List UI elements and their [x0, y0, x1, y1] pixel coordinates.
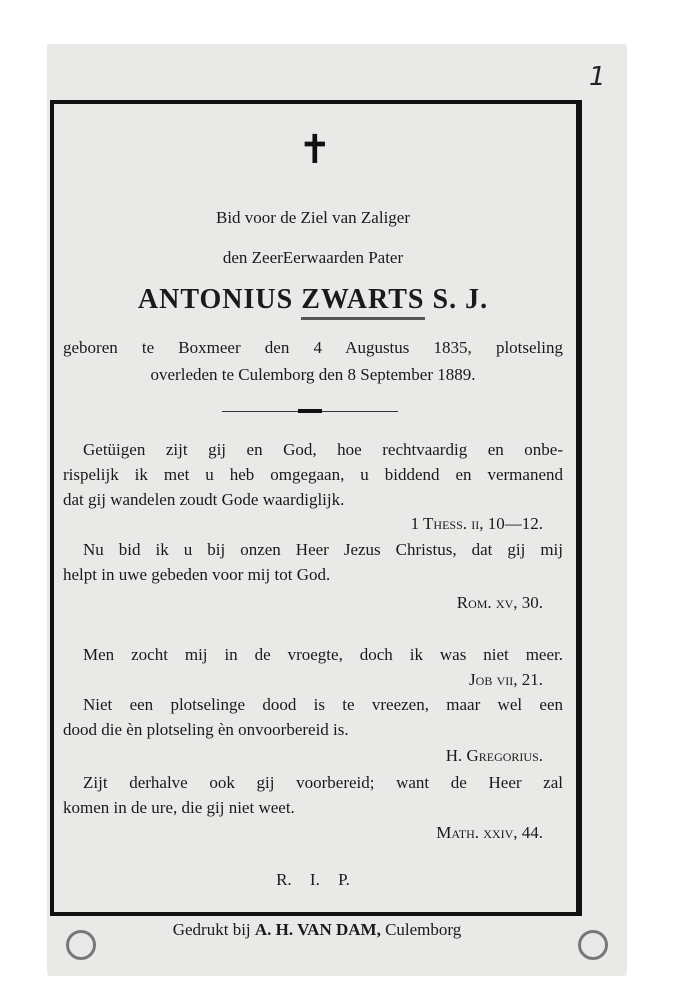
quote-reference: Job vii, 21. [469, 670, 543, 689]
header-line-1: Bid voor de Ziel van Zaliger [215, 208, 411, 227]
printer-footer [50, 920, 584, 940]
quote-line: helpt in uwe gebeden voor mij tot God. [63, 565, 331, 584]
footer-place: Culemborg [385, 920, 462, 939]
header-line-2: den ZeerEerwaarden Pater [222, 248, 404, 267]
footer-prefix: Gedrukt bij [172, 920, 251, 939]
quote-line: dood die èn plotseling èn onvoorbereid is. [63, 720, 349, 739]
quote-line: komen in de ure, die gij niet weet. [63, 798, 295, 817]
quote-reference: Rom. xv, 30. [456, 593, 543, 612]
name-first: ANTONIUS [137, 284, 294, 315]
name-last: ZWARTS [301, 284, 424, 320]
handwritten-number: 1 [589, 62, 606, 92]
name-suffix: S. J. [432, 284, 489, 315]
rip-closing: R. I. P. [276, 870, 350, 889]
quote-line: Zijt derhalve ook gij voorbereid; want de Heer zal [83, 773, 563, 792]
quote-line: Men zocht mij in de vroegte, doch ik was niet meer. [83, 645, 563, 664]
quote-line: Nu bid ik u bij onzen Heer Jezus Christus, dat gij mij [83, 540, 563, 559]
cross-icon: ✝ [298, 127, 332, 173]
quote-reference: H. Gregorius. [445, 746, 543, 765]
quote-line: dat gij wandelen zoudt Gode waardiglijk. [63, 490, 345, 509]
quote-line: Niet een plotselinge dood is te vreezen, maar wel een [83, 695, 563, 714]
birth-line-1: geboren te Boxmeer den 4 Augustus 1835, plotseling [63, 338, 563, 357]
ornamental-divider [222, 411, 398, 412]
footer-printer: A. H. VAN DAM, [254, 920, 381, 939]
quote-reference: 1 Thess. ii, 10—12. [410, 514, 543, 533]
birth-line-2: overleden te Culemborg den 8 September 1889. [150, 365, 476, 384]
ring-hole-right-icon [578, 930, 608, 960]
quote-line: rispelijk ik met u heb omgegaan, u biddend en vermanend [63, 465, 563, 484]
ring-hole-left-icon [66, 930, 96, 960]
quote-line: Getüigen zijt gij en God, hoe rechtvaardig en onbe- [83, 440, 563, 459]
deceased-name [63, 284, 563, 316]
quote-reference: Math. xxiv, 44. [436, 823, 543, 842]
